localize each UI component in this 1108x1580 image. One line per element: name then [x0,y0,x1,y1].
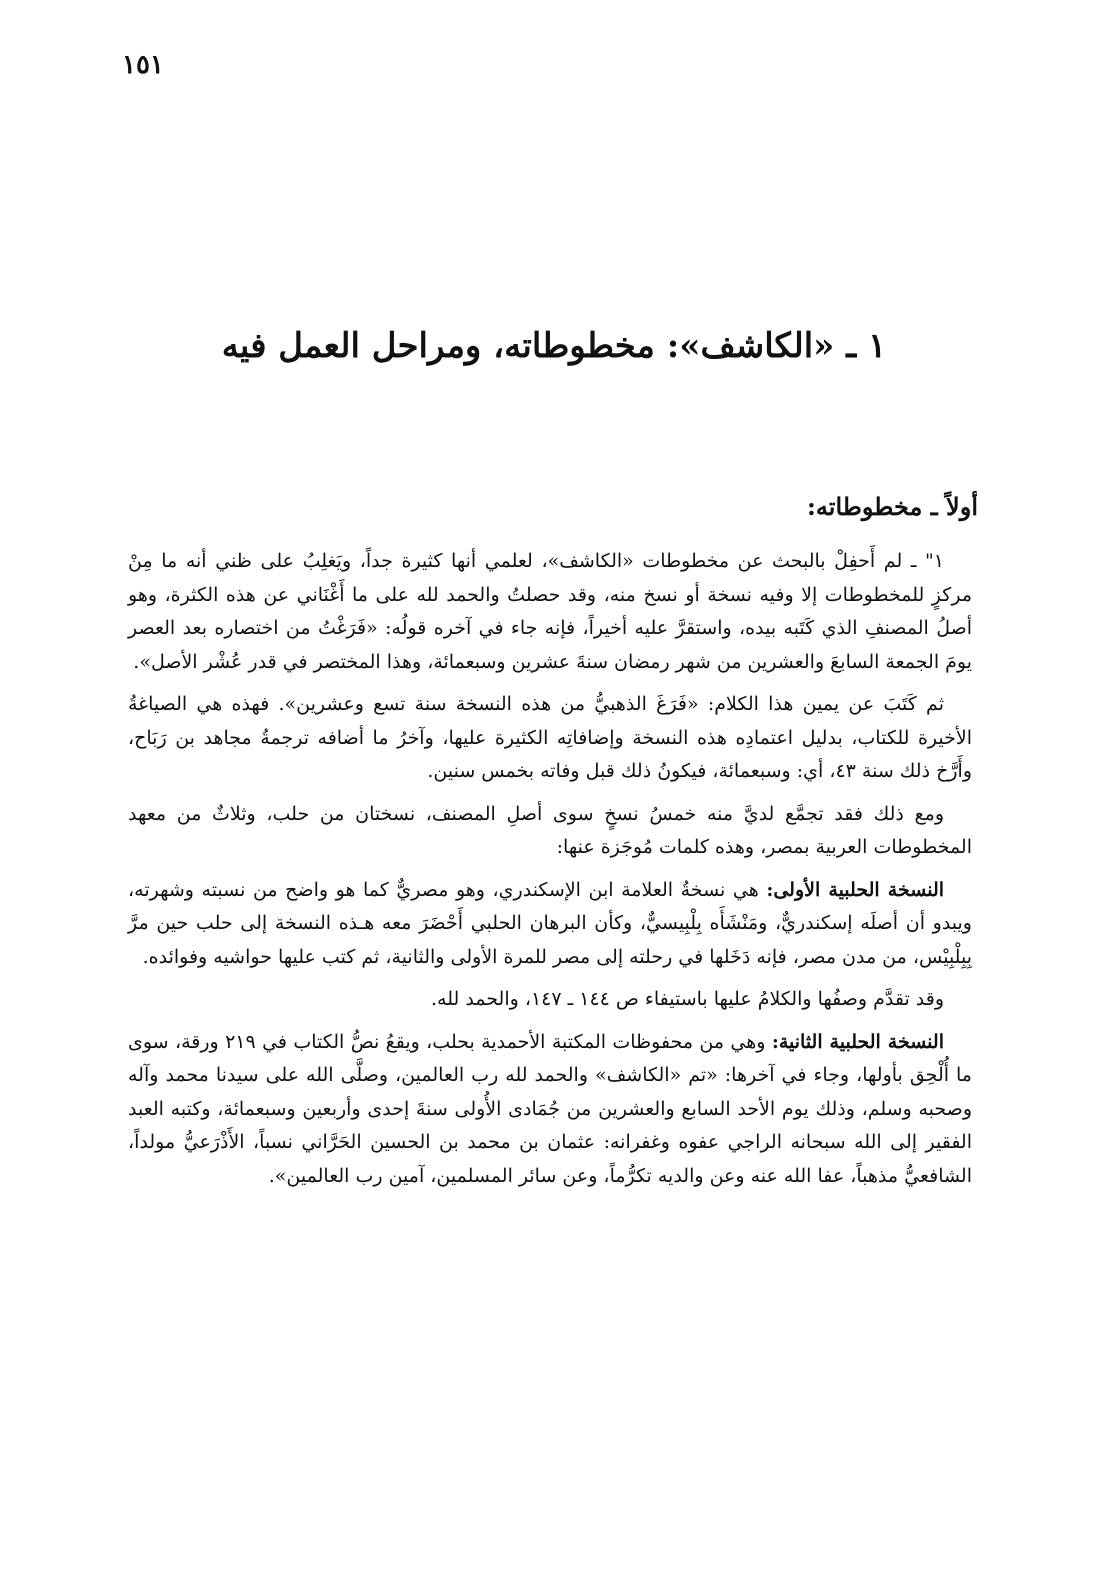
paragraph-2 [128,688,972,789]
page-number: ١٥١ [122,50,164,80]
paragraph-lead: النسخة الحلبية الثانية: [771,1030,944,1053]
paragraph-5 [128,983,972,1017]
paragraph-3 [128,798,972,865]
paragraph-text: هي نسخةُ العلامة ابن الإسكندري، وهو مصريٌّ كما هو واضح من نسبته وشهرته، ويبدو أن أصلَه إسكندريٌّ، ومَنْشَأَه بِلْبِيسيٌّ، وكأن البرهان الحلبي أَحْضَرَ معه هـذه النسخة إلى حلب حين مرَّ بِبِلْبِيْس، من مدن مصر، فإنه دَخَلها في رحلته إلى مصر للمرة الأولى والثانية، ثم كتب عليها حواشيه وفوائده. [128,878,972,968]
paragraph-text: ثم كَتَبَ عن يمين هذا الكلام: «فَرَغَ الذهبيُّ من هذه النسخة سنة تسع وعشرين». فهذه هي الصياغةُ الأخيرة للكتاب، بدليل اعتمادِه هذه النسخة وإضافاتِه الكثيرة عليها، وآخرُ ما أضافه ترجمةُ مجاهد بن رَبَاح، وأَرَّخ ذلك سنة ٤٣، أي: وسبعمائة، فيكونُ ذلك قبل وفاته بخمس سنين. [128,693,972,782]
paragraph-lead: النسخة الحلبية الأولى: [766,878,945,901]
section-heading: أولاً ـ مخطوطاته: [807,492,978,521]
paragraph-text: ١" ـ لم أَحفِلْ بالبحث عن مخطوطات «الكاشف»، لعلمي أنها كثيرة جداً، ويَغلِبُ على ظني أنه ما مِنْ مركزٍ للمخطوطات إلا وفيه نسخة أو نسخ منه، وقد حصلتُ والحمد لله على ما أَغْنَاني عن هذه الكثرة، وهو أصلُ المصنفِ الذي كَتَبه بيده، واستقرَّ عليه أخيراً، فإنه جاء في آخره قولُه: «فَرَغْتُ من اختصاره بعد العصر يومَ الجمعة السابعَ والعشرين من شهر رمضان سنةَ عشرين وسبعمائة، وهذا المختصر في قدر عُشْر الأصل». [128,550,972,673]
chapter-title: ١ ـ «الكاشف»: مخطوطاته، ومراحل العمل فيه [221,326,887,366]
paragraph-text: ومع ذلك فقد تجمَّع لديَّ منه خمسُ نسخٍ سوى أصلِ المصنف، نسختان من حلب، وثلاثٌ من معهد المخطوطات العربية بمصر، وهذه كلمات مُوجَزة عنها: [128,802,972,858]
paragraph-4 [128,874,972,975]
paragraph-text: وقد تقدَّم وصفُها والكلامُ عليها باستيفاء ص ١٤٤ ـ ١٤٧، والحمد لله. [430,988,944,1010]
body-text [128,545,972,1202]
paragraph-1 [128,545,972,679]
paragraph-6 [128,1026,972,1194]
paragraph-text: وهي من محفوظات المكتبة الأحمدية بحلب، ويقعُ نصُّ الكتاب في ٢١٩ ورقة، سوى ما أُلْحِق بأولها، وجاء في آخرها: «تم «الكاشف» والحمد لله رب العالمين، وصلَّى الله على سيدنا محمد وآله وصحبه وسلم، وذلك يوم الأحد السابع والعشرين من جُمَادى الأُولى سنةَ إحدى وأربعين وسبعمائة، وكتبه العبد الفقير إلى الله سبحانه الراجي عفوه وغفرانه: عثمان بن محمد بن الحسين الحَرَّاني نسباً، الأَذْرَعيُّ مولداً، الشافعيُّ مذهباً، عفا الله عنه وعن والديه تكرُّماً، وعن سائر المسلمين، آمين رب العالمين». [128,1030,972,1187]
